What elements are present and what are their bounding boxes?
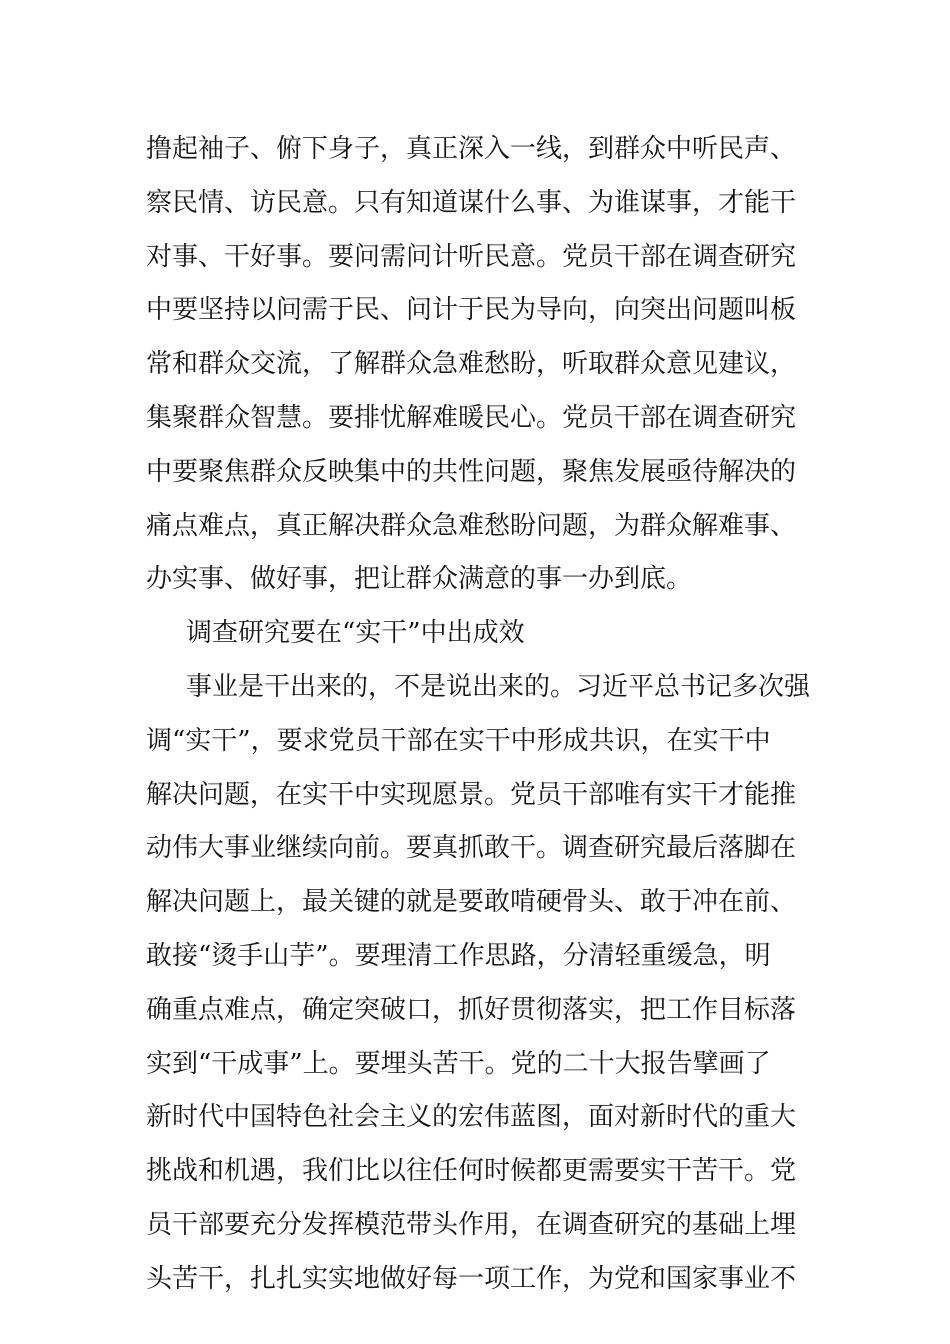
- text-line: 新时代中国特色社会主义的宏伟蓝图，面对新时代的重大: [146, 1102, 797, 1133]
- text-line: 挑战和机遇，我们比以往任何时候都更需要实干苦干。党: [146, 1156, 797, 1187]
- text-line: 集聚群众智慧。要排忧解难暖民心。党员干部在调查研究: [146, 402, 797, 433]
- text-line: 动伟大事业继续向前。要真抓敢干。调查研究最后落脚在: [146, 833, 797, 864]
- text-line: 办实事、做好事，把让群众满意的事一办到底。: [146, 564, 693, 595]
- text-line: 敢接“烫手山芋”。要理清工作思路，分清轻重缓急，明: [146, 940, 771, 971]
- text-line: 实到“干成事”上。要埋头苦干。党的二十大报告擘画了: [146, 1048, 771, 1079]
- text-line: 常和群众交流，了解群众急难愁盼，听取群众意见建议，: [146, 349, 797, 380]
- text-line: 解决问题，在实干中实现愿景。党员干部唯有实干才能推: [146, 779, 797, 810]
- body-text: [146, 123, 810, 1307]
- text-line: 调查研究要在“实干”中出成效: [186, 618, 525, 649]
- text-line: 事业是干出来的，不是说出来的。习近平总书记多次强: [186, 671, 811, 702]
- text-line: 解决问题上，最关键的就是要敢啃硬骨头、敢于冲在前、: [146, 887, 797, 918]
- text-line: 头苦干，扎扎实实地做好每一项工作，为党和国家事业不: [146, 1263, 797, 1294]
- text-line: 调“实干”，要求党员干部在实干中形成共识，在实干中: [146, 725, 771, 756]
- text-line: 确重点难点，确定突破口，抓好贯彻落实，把工作目标落: [146, 994, 797, 1025]
- text-line: 对事、干好事。要问需问计听民意。党员干部在调查研究: [146, 241, 797, 272]
- text-line: 痛点难点，真正解决群众急难愁盼问题，为群众解难事、: [146, 510, 797, 541]
- text-line: 员干部要充分发挥模范带头作用，在调查研究的基础上埋: [146, 1209, 797, 1240]
- text-line: 察民情、访民意。只有知道谋什么事、为谁谋事，才能干: [146, 187, 797, 218]
- text-line: 中要坚持以问需于民、问计于民为导向，向突出问题叫板: [146, 295, 797, 326]
- text-line: 撸起袖子、俯下身子，真正深入一线，到群众中听民声、: [146, 134, 797, 164]
- text-line: 中要聚焦群众反映集中的共性问题，聚焦发展亟待解决的: [146, 456, 797, 487]
